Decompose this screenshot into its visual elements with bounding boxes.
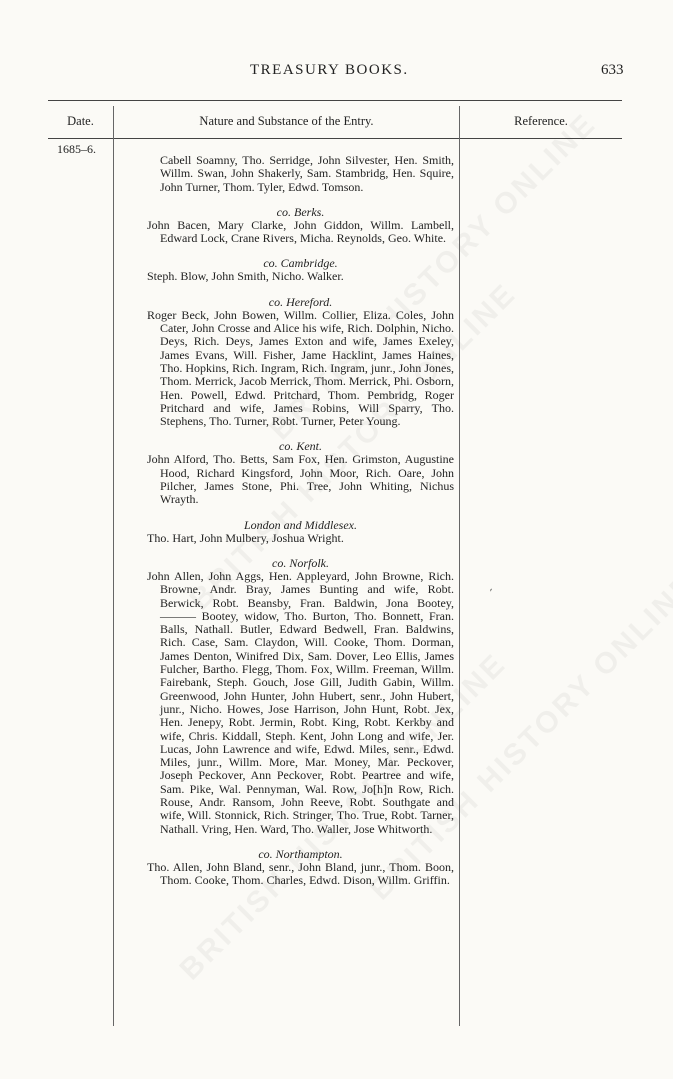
entry-date: 1685–6. — [57, 142, 96, 156]
entry-names: Roger Beck, John Bowen, Willm. Collier, Eliza. Coles, John Cater, John Crosse and Alice his wife, Rich. Dolphin, Nicho. Deys, Rich. Deys, James Exton and wife, James Exeley, James Evans, Will. Fisher, Jame Hacklint, James Haines, Tho. Hopkins, Rich. Ingram, Rich. Ingram, junr., John Jones, Thom. Merrick, Jacob Merrick, Thom. Merrick, Phi. Osborn, Hen. Powell, Edwd. Pritchard, Thom. Pembridg, Roger Pritchard and wife, James Robins, Will Sparry, Tho. Stephens, Tho. Turner, Robt. Turner, Peter Young. — [147, 307, 454, 429]
entry-names: Tho. Hart, John Mulbery, Joshua Wright. — [147, 530, 344, 545]
page-number: 633 — [601, 62, 624, 78]
entry-names: John Bacen, Mary Clarke, John Giddon, Willm. Lambell, Edward Lock, Crane Rivers, Micha. Reynolds, Geo. White. — [147, 217, 454, 246]
list-item — [147, 154, 454, 194]
column-header-date: Date. — [67, 114, 94, 128]
page-header — [0, 62, 673, 84]
entry-names: John Allen, John Aggs, Hen. Appleyard, John Browne, Rich. Browne, Andr. Bray, James Bunting and wife, Robt. Berwick, Robt. Beansby, Fran. Baldwin, Jona Bootey, ——— Bootey, widow, Tho. Burton, Tho. Bonnett, Fran. Balls, Nathall. Butler, Edward Bedwell, Fran. Baldwins, Rich. Case, Sam. Claydon, Will. Cooke, Thom. Dorman, James Denton, Winifred Dix, Sam. Dover, Leo Ellis, James Fulcher, Bartho. Flegg, Thom. Fox, Willm. Freeman, Willm. Fairebank, Steph. Gouch, Jose Gill, Judith Gabin, Willm. Greenwood, John Hunter, John Hubert, senr., John Hubert, junr., Nicho. Howes, Jose Harrison, John Hunt, Robt. Jex, Hen. Jenepy, Robt. Jermin, Robt. King, Robt. Kerkby and wife, Chris. Kiddall, Steph. Kent, John Long and wife, Jer. Lucas, John Lawrence and wife, Edwd. Miles, senr., Edwd. Miles, junr., Willm. More, Mar. Money, Mar. Peckover, Joseph Peckover, Ann Peckover, Robt. Peartree and wife, Sam. Pike, Wal. Pennyman, Wal. Row, Jo[h]n Row, Rich. Rouse, Andr. Ransom, John Reeve, Robt. Southgate and wife, Will. Stonnick, Rich. Stringer, Tho. True, Robt. Tarner, Nathall. Vring, Hen. Ward, Tho. Waller, Jose Whitworth. — [147, 568, 454, 836]
list-item — [147, 205, 454, 246]
list-item — [147, 518, 454, 545]
entry-names: Cabell Soamny, Tho. Serridge, John Silvester, Hen. Smith, Willm. Swan, John Shakerly, Sam. Stambridg, Hen. Squire, John Turner, Thom. Tyler, Edwd. Tomson. — [160, 153, 454, 194]
list-item — [147, 847, 454, 888]
entry-names: Steph. Blow, John Smith, Nicho. Walker. — [147, 269, 344, 284]
column-header-nature: Nature and Substance of the Entry. — [199, 114, 374, 128]
county-heading: co. Norfolk. — [272, 555, 329, 570]
margin-tick-mark: ˊ — [487, 586, 498, 601]
list-item — [147, 556, 454, 836]
list-item — [147, 295, 454, 429]
list-item — [147, 439, 454, 506]
date-column-divider — [113, 106, 114, 1026]
county-heading: co. Northampton. — [258, 846, 343, 861]
county-heading: co. Hereford. — [268, 294, 333, 309]
running-head: TREASURY BOOKS. — [250, 62, 409, 78]
county-heading: co. Kent. — [279, 439, 322, 454]
county-heading: co. Cambridge. — [263, 256, 338, 271]
reference-column-divider — [459, 106, 460, 1026]
county-heading: London and Middlesex. — [244, 517, 357, 532]
entry-names: Tho. Allen, John Bland, senr., John Bland, junr., Thom. Boon, Thom. Cooke, Thom. Charles, Edwd. Dison, Willm. Griffin. — [147, 859, 454, 888]
list-item — [147, 256, 454, 283]
top-rule — [48, 100, 622, 101]
entry-content — [147, 154, 454, 898]
county-heading: co. Berks. — [276, 204, 325, 219]
entry-names: John Alford, Tho. Betts, Sam Fox, Hen. Grimston, Augustine Hood, Richard Kingsford, John Moor, Rich. Oare, John Pilcher, James Stone, Phi. Tree, John Whiting, Nichus Wrayth. — [147, 452, 454, 507]
column-header-reference: Reference. — [514, 114, 568, 128]
header-bottom-rule — [48, 138, 622, 139]
